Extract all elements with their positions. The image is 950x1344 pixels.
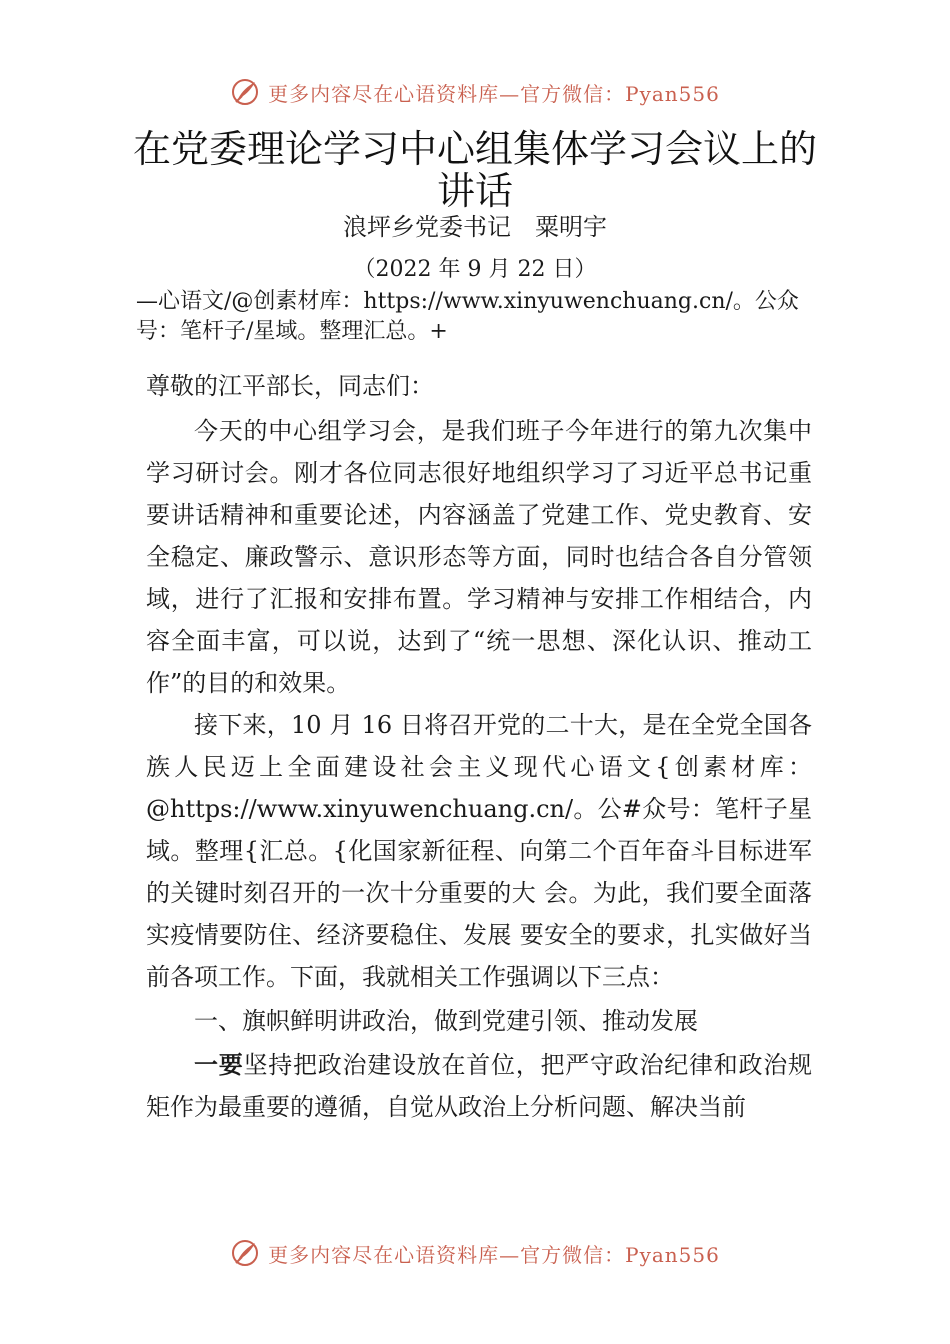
feather-pen-logo-icon (230, 77, 260, 107)
document-title (0, 128, 950, 212)
date-line: （2022 年 9 月 22 日） (353, 257, 597, 282)
watermark-bottom (0, 1233, 950, 1273)
paragraph-3 (146, 1044, 812, 1128)
watermark-top (0, 72, 950, 112)
title-line-2: 讲话 (436, 169, 513, 213)
paragraph-2: 接下来，10 月 16 日将召开党的二十大，是在全党全国各族人民迈上全面建设社会主义现代心语文{创素材库：@https://www.xinyuwenchuang.cn/。公#众号：笔杆子星域。整理{汇总。{化国家新征程、向第二个百年奋斗目标进军的关键时刻召开的一次十分重要的大 会。为此，我们要全面落实疫情要防住、经济要稳住、发展 要安全的要求，扎实做好当前各项工作。下面，我就相关工作强调以下三点： (146, 711, 812, 991)
feather-pen-logo-icon (230, 1238, 260, 1268)
paragraph-3-rest: 坚持把政治建设放在首位，把严守政治纪律和政治规矩作为最重要的遵循，自觉从政治上分析问题、解决当前 (146, 1051, 812, 1121)
section-heading: 一、旗帜鲜明讲政治，做到党建引领、推动发展 (194, 1007, 698, 1035)
body-text (146, 410, 812, 1128)
watermark-text: 更多内容尽在心语资料库—官方微信：Pyan556 (268, 1242, 720, 1267)
title-line-1: 在党委理论学习中心组集体学习会议上的 (132, 127, 817, 171)
paragraph-3-lead: 一要 (194, 1051, 244, 1079)
watermark-text: 更多内容尽在心语资料库—官方微信：Pyan556 (268, 81, 720, 106)
author-line: 浪坪乡党委书记 粟明宇 (343, 213, 607, 241)
source-note: —心语文/@创素材库：https://www.xinyuwenchuang.cn/。公众号：笔杆子/星域。整理汇总。+ (136, 289, 799, 344)
salutation: 尊敬的江平部长，同志们： (146, 372, 434, 400)
paragraph-1: 今天的中心组学习会，是我们班子今年进行的第九次集中学习研讨会。刚才各位同志很好地组织学习了习近平总书记重要讲话精神和重要论述，内容涵盖了党建工作、党史教育、安全稳定、廉政警示、意识形态等方面，同时也结合各自分管领域，进行了汇报和安排布置。学习精神与安排工作相结合，内容全面丰富，可以说，达到了“统一思想、深化认识、推动工作”的目的和效果。 (146, 417, 812, 697)
